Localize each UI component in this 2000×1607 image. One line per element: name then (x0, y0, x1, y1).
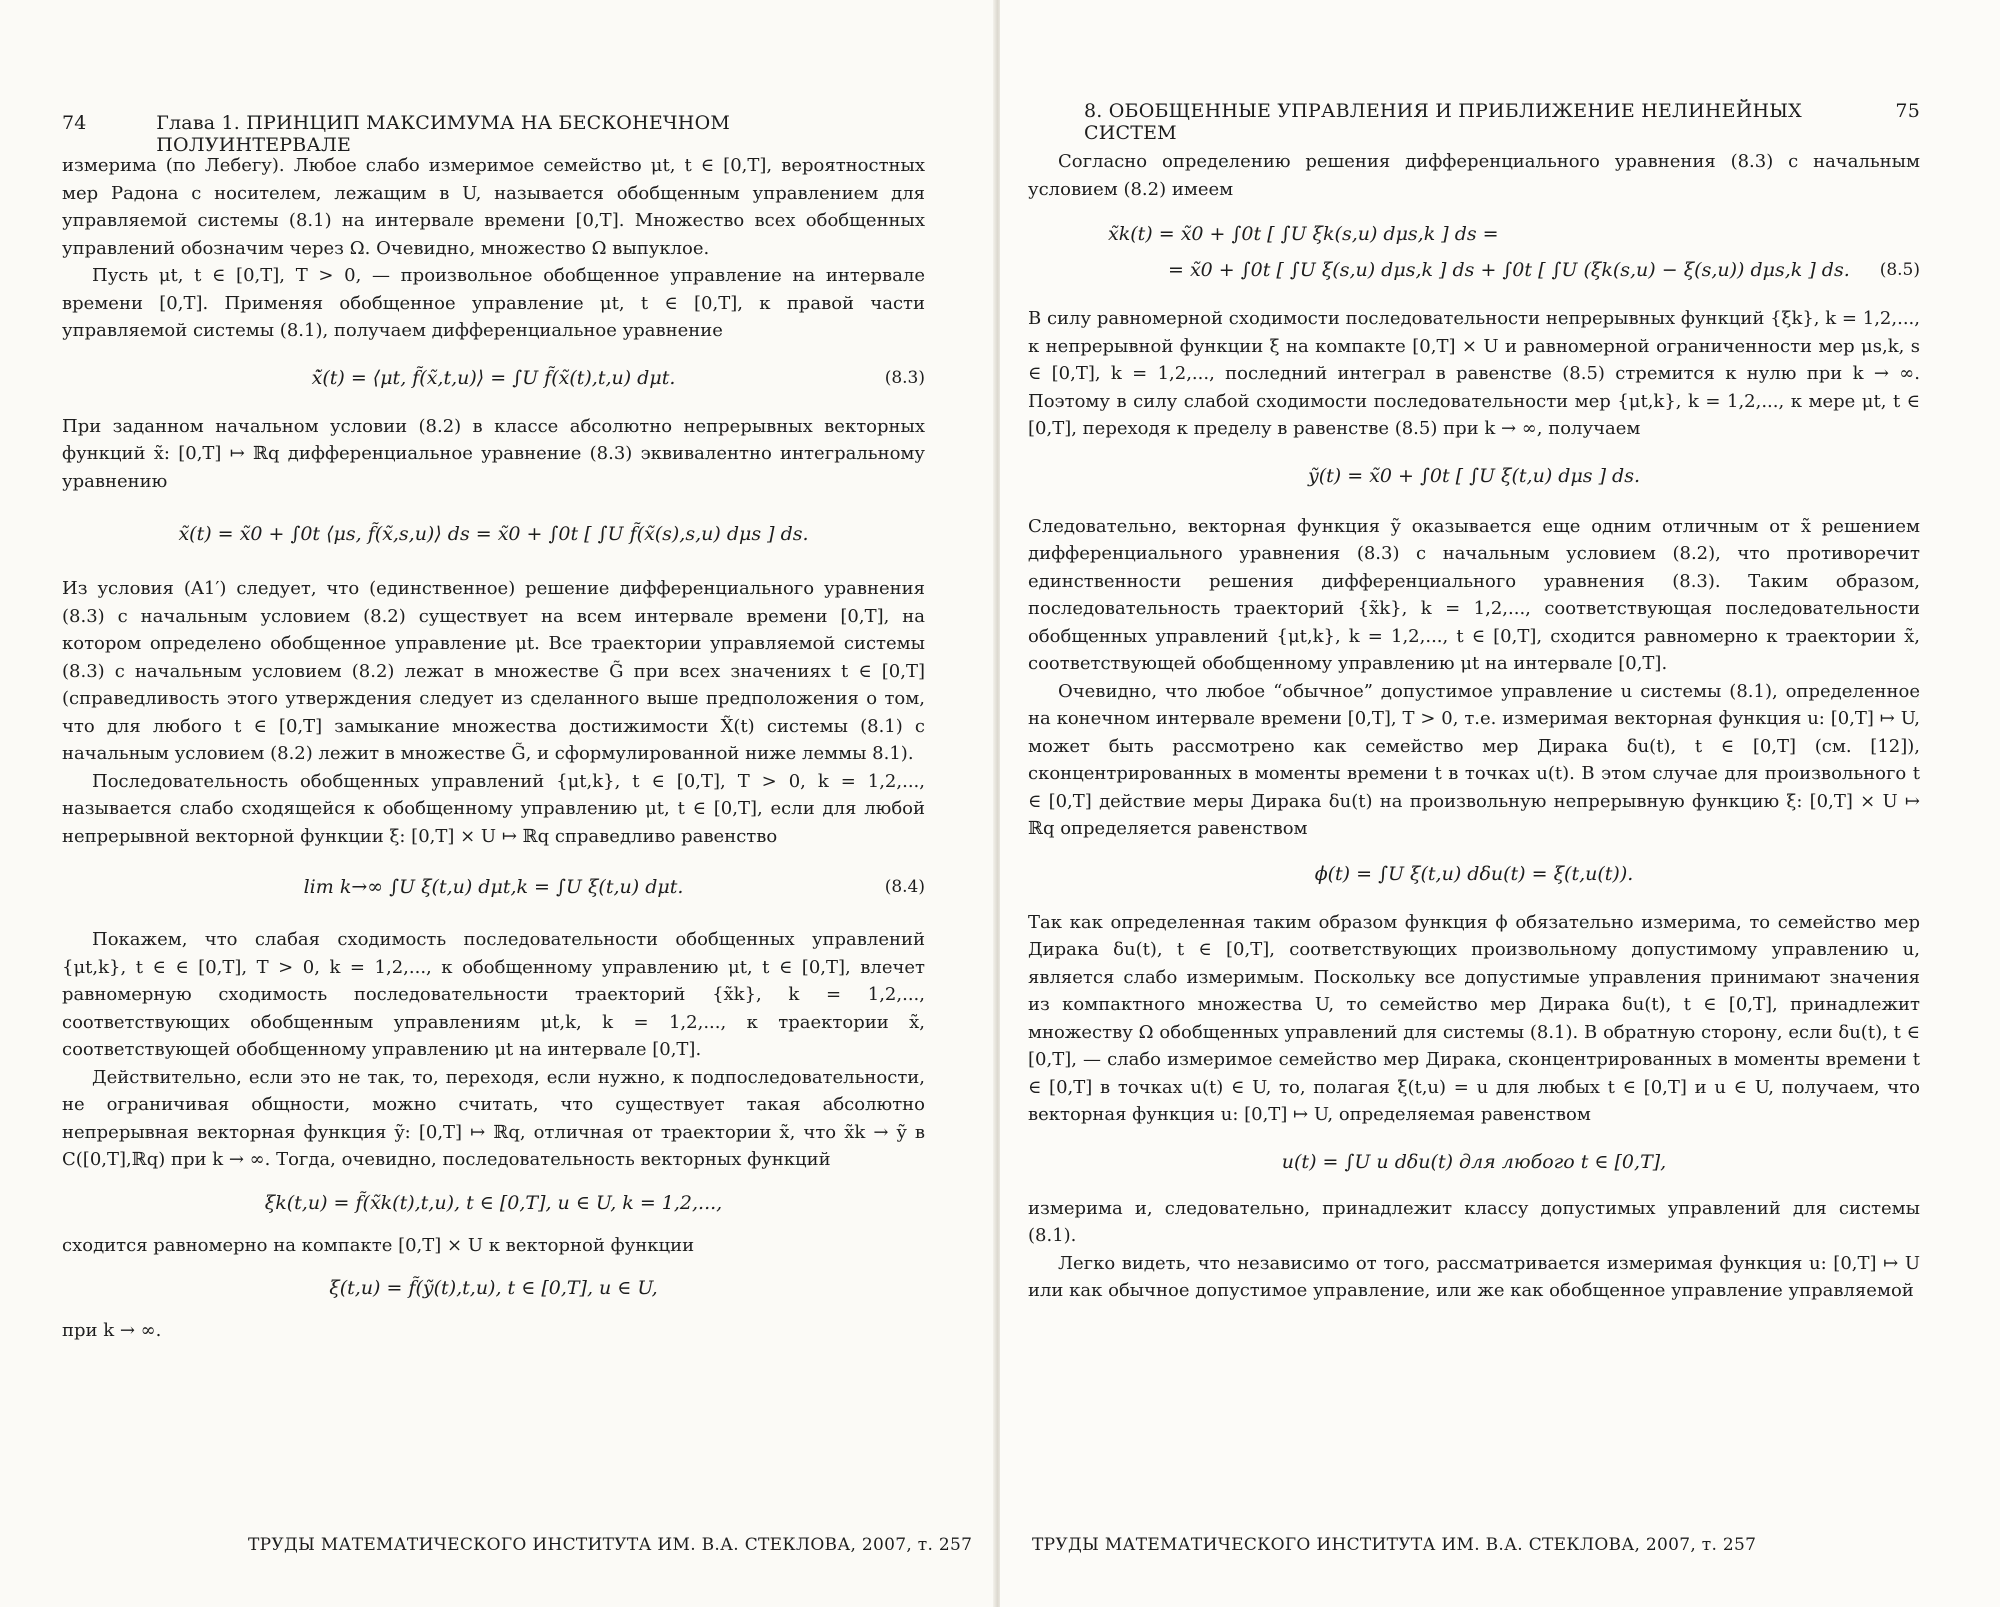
left-paragraph-5: Последовательность обобщенных управлений {μt,k}, t ∈ [0,T], T > 0, k = 1,2,..., называется слабо сходящейся к обобщенному управлению μt, t ∈ [0,T], если для любой непрерывной векторной функции ξ: [0,T] × U ↦ ℝq справедливо равенство (62, 770, 925, 847)
equation-y (1028, 465, 1920, 487)
right-paragraph-7: Легко видеть, что независимо от того, рассматривается измеримая функция u: [0,T] ↦ U или как обычное допустимое управление, или же как обобщенное управление управляемой (1028, 1252, 1920, 1301)
right-page (1000, 0, 2000, 1607)
integral-equation (62, 523, 925, 545)
left-paragraph-2: Пусть μt, t ∈ [0,T], T > 0, — произвольное обобщенное управление на интервале времени [0,T]. Применяя обобщенное управление μt, t ∈ [0,T], к правой части управляемой системы (8.1), получаем дифференциальное уравнение (62, 265, 925, 341)
right-paragraph-2: В силу равномерной сходимости последовательности непрерывных функций {ξk}, k = 1,2,..., к непрерывной функции ξ на компакте [0,T] × U и равномерной ограниченности мер μs,k, s ∈ [0,T], k = 1,2,..., последний интеграл в равенстве (8.5) стремится к нулю при k → ∞. Поэтому в силу слабой сходимости последовательности мер {μt,k}, k = 1,2,..., к мере μt, t ∈ [0,T], переходя к пределу в равенстве (8.5) при k → ∞, получаем (1028, 308, 1920, 439)
equation-8-5-line-2 (1028, 259, 1920, 281)
equation-phi-body: ϕ(t) = ∫U ξ(t,u) dδu(t) = ξ(t,u(t)). (1314, 862, 1634, 885)
left-paragraph-3: При заданном начальном условии (8.2) в классе абсолютно непрерывных векторных функций x̃: [0,T] ↦ ℝq дифференциальное уравнение (8.3) эквивалентно интегральному уравнению (62, 415, 925, 492)
equation-8-5-line-1 (1028, 223, 1920, 245)
equation-8-5-line-2-body: = x̃0 + ∫0t [ ∫U ξ(s,u) dμs,k ] ds + ∫0t [ ∫U (ξk(s,u) − ξ(s,u)) dμs,k ] ds. (1168, 259, 1850, 281)
equation-phi (1028, 863, 1920, 885)
equation-xi (62, 1277, 925, 1299)
equation-y-body: ỹ(t) = x̃0 + ∫0t [ ∫U ξ(t,u) dμs ] ds. (1307, 464, 1640, 487)
equation-8-3 (62, 367, 925, 389)
left-paragraph-6: Покажем, что слабая сходимость последовательности обобщенных управлений {μt,k}, t ∈ ∈ [0,T], T > 0, k = 1,2,..., к обобщенному управлению μt, t ∈ [0,T], влечет равномерную сходимость последовательности траекторий {x̃k}, k = 1,2,..., соответствующих обобщенным управлениям μt,k, k = 1,2,..., к траектории x̃, соответствующей обобщенному управлению μt на интервале [0,T]. (62, 929, 925, 1060)
equation-8-4 (62, 876, 925, 898)
equation-u-body: u(t) = ∫U u dδu(t) для любого t ∈ [0,T], (1281, 1150, 1667, 1173)
equation-8-4-body: lim k→∞ ∫U ξ(t,u) dμt,k = ∫U ξ(t,u) dμt. (303, 876, 684, 898)
equation-8-4-number: (8.4) (884, 877, 925, 897)
equation-8-5-number: (8.5) (1879, 260, 1920, 280)
equation-8-3-number: (8.3) (884, 367, 925, 388)
left-page-number: 74 (62, 112, 87, 134)
right-paragraph-5: Так как определенная таким образом функция ϕ обязательно измерима, то семейство мер Дирака δu(t), t ∈ [0,T], соответствующих произвольному допустимому управлению u, является слабо измеримым. Поскольку все допустимые управления принимают значения из компактного множества U, то семейство мер Дирака δu(t), t ∈ [0,T], принадлежит множеству Ω обобщенных управлений для системы (8.1). В обратную сторону, если δu(t), t ∈ [0,T], — слабо измеримое семейство мер Дирака, сконцентрированных в моменты времени t ∈ [0,T] в точках u(t) ∈ U, то, полагая ξ(t,u) = u для любых t ∈ [0,T] и u ∈ U, получаем, что векторная функция u: [0,T] ↦ U, определяемая равенством (1028, 911, 1920, 1125)
left-paragraph-1: измерима (по Лебегу). Любое слабо измеримое семейство μt, t ∈ [0,T], вероятностных мер Радона с носителем, лежащим в U, называется обобщенным управлением для управляемой системы (8.1) на интервале времени [0,T]. Множество всех обобщенных управлений обозначим через Ω. Очевидно, множество Ω выпуклое. (62, 155, 925, 259)
right-paragraph-6: измерима и, следовательно, принадлежит классу допустимых управлений для системы (8.1). (1028, 1197, 1920, 1246)
right-page-number: 75 (1895, 100, 1920, 122)
right-footer: ТРУДЫ МАТЕМАТИЧЕСКОГО ИНСТИТУТА ИМ. В.А. СТЕКЛОВА, 2007, т. 257 (1032, 1535, 1757, 1555)
left-paragraph-8: сходится равномерно на компакте [0,T] × U к векторной функции (62, 1234, 695, 1256)
right-header (1028, 100, 1920, 144)
left-page (0, 0, 995, 1607)
right-running-head: 8. ОБОБЩЕННЫЕ УПРАВЛЕНИЯ И ПРИБЛИЖЕНИЕ НЕЛИНЕЙНЫХ СИСТЕМ (1084, 100, 1802, 144)
equation-8-5-line-1-body: x̃k(t) = x̃0 + ∫0t [ ∫U ξk(s,u) dμs,k ] ds = (1108, 223, 1499, 245)
equation-8-3-body: x̃̇(t) = ⟨μt, f̃(x̃,t,u)⟩ = ∫U f̃(x̃(t),t,u) dμt. (311, 366, 676, 389)
equation-xi-body: ξ(t,u) = f̃(ỹ(t),t,u), t ∈ [0,T], u ∈ U, (329, 1277, 658, 1299)
left-paragraph-7: Действительно, если это не так, то, переходя, если нужно, к подпоследовательности, не ограничивая общности, можно считать, что существует такая абсолютно непрерывная векторная функция ỹ: [0,T] ↦ ℝq, отличная от траектории x̃, что x̃k → ỹ в C([0,T],ℝq) при k → ∞. Тогда, очевидно, последовательность векторных функций (62, 1066, 925, 1170)
left-paragraph-9: при k → ∞. (62, 1320, 162, 1341)
right-paragraph-3: Следовательно, векторная функция ỹ оказывается еще одним отличным от x̃ решением дифференциального уравнения (8.3) с начальным условием (8.2), что противоречит единственности решения дифференциального уравнения (8.3). Таким образом, последовательность траекторий {x̃k}, k = 1,2,..., соответствующая последовательности обобщенных управлений {μt,k}, k = 1,2,..., t ∈ [0,T], сходится равномерно к траектории x̃, соответствующей обобщенному управлению μt на интервале [0,T]. (1028, 515, 1920, 674)
right-paragraph-1: Согласно определению решения дифференциального уравнения (8.3) с начальным условием (8.2) имеем (1028, 151, 1920, 200)
equation-xi-k (62, 1192, 925, 1214)
integral-equation-body: x̃(t) = x̃0 + ∫0t ⟨μs, f̃(x̃,s,u)⟩ ds = x̃0 + ∫0t [ ∫U f̃(x̃(s),s,u) dμs ] ds. (178, 523, 809, 545)
equation-xi-k-body: ξk(t,u) = f̃(x̃k(t),t,u), t ∈ [0,T], u ∈ U, k = 1,2,..., (264, 1191, 723, 1214)
equation-u (1028, 1151, 1920, 1173)
left-footer: ТРУДЫ МАТЕМАТИЧЕСКОГО ИНСТИТУТА ИМ. В.А. СТЕКЛОВА, 2007, т. 257 (248, 1535, 973, 1555)
left-paragraph-4: Из условия (A1′) следует, что (единственное) решение дифференциального уравнения (8.3) с начальным условием (8.2) существует на всем интервале времени [0,T], на котором определено обобщенное управление μt. Все траектории управляемой системы (8.3) с начальным условием (8.2) лежат в множестве G̃ при всех значениях t ∈ [0,T] (справедливость этого утверждения следует из сделанного выше предположения о том, что для любого t ∈ [0,T] замыкание множества достижимости X̃(t) системы (8.1) с начальным условием (8.2) лежит в множестве G̃, и сформулированной ниже леммы 8.1). (62, 578, 925, 764)
left-running-head: Глава 1. ПРИНЦИП МАКСИМУМА НА БЕСКОНЕЧНОМ ПОЛУИНТЕРВАЛЕ (156, 112, 730, 156)
right-paragraph-4: Очевидно, что любое “обычное” допустимое управление u системы (8.1), определенное на конечном интервале времени [0,T], T > 0, т.е. измеримая векторная функция u: [0,T] ↦ U, может быть рассмотрено как семейство мер Дирака δu(t), t ∈ [0,T] (см. [12]), сконцентрированных в моменты времени t в точках u(t). В этом случае для произвольного t ∈ [0,T] действие меры Дирака δu(t) на произвольную непрерывную функцию ξ: [0,T] × U ↦ ℝq определяется равенством (1028, 680, 1920, 839)
left-header (62, 112, 925, 156)
